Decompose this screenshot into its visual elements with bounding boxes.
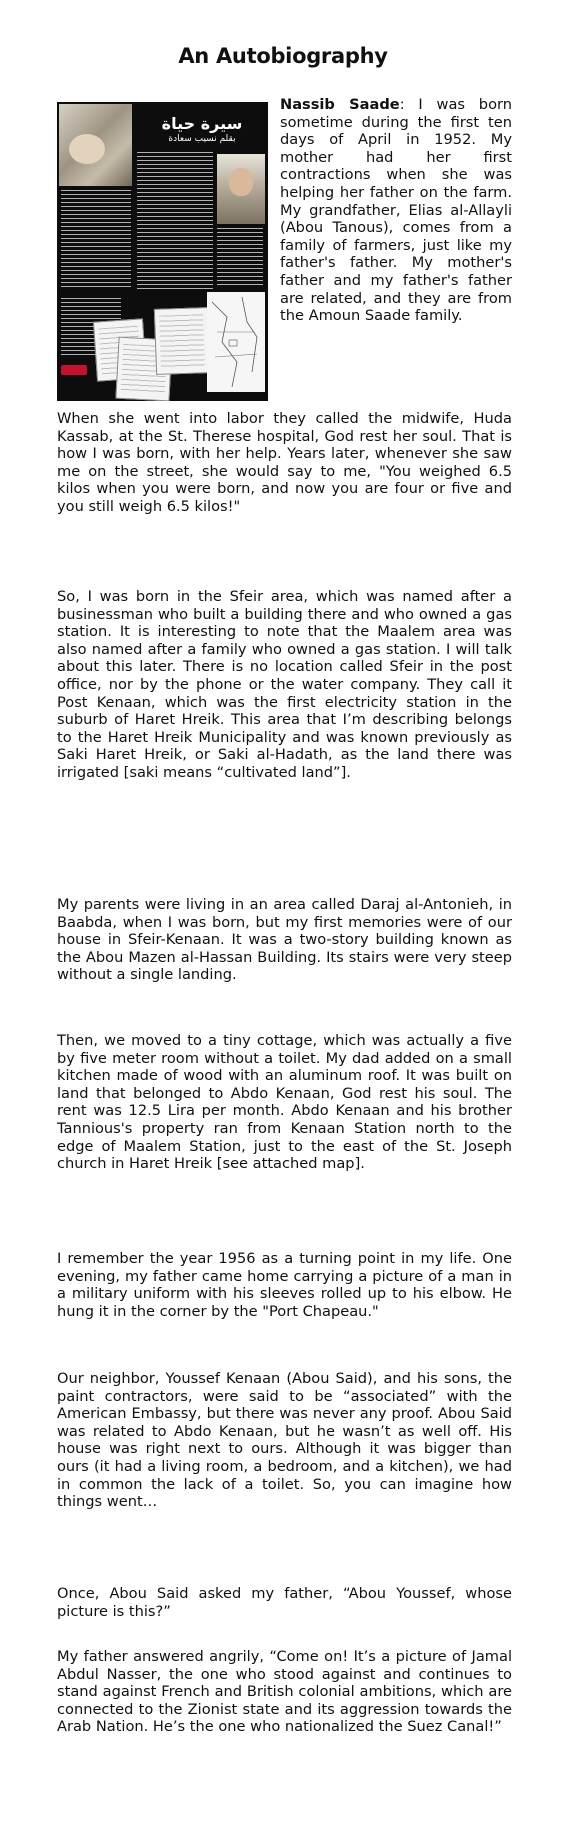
cover-text-column: [217, 228, 263, 288]
paragraph-3: My parents were living in an area called Daraj al-Antonieh, in Baabda, when I was born, but my first memories were of our house in Sfeir-Kenaan. It was a two-story building known as the Abou Mazen al-Hassan Building. Its stairs were very steep without a single landing.: [57, 896, 512, 984]
cover-red-label: [61, 365, 87, 375]
author-name: Nassib Saade: [280, 96, 400, 113]
paragraph-5: I remember the year 1956 as a turning point in my life. One evening, my father came home carrying a picture of a man in a military uniform with his sleeves rolled up to his elbow. He hung it in the corner by the "Port Chapeau.": [57, 1250, 512, 1320]
cover-subtitle: بقلم نسيب سعادة: [168, 134, 236, 144]
document-title: An Autobiography: [178, 44, 388, 68]
hand-drawn-map: [207, 292, 265, 392]
manuscript-page: [154, 307, 210, 375]
author-portrait-photo: [217, 154, 265, 224]
intro-text: : I was born sometime during the first ten days of April in 1952. My mother had her first contractions when she was helping her father on the farm. My grandfather, Elias al-Allayli (Abou Tanous), comes from a family of farmers, just like my father's father. My mother's father and my father's father are related, and they are from the Amoun Saade family.: [280, 96, 512, 325]
paragraph-6: Our neighbor, Youssef Kenaan (Abou Said), and his sons, the paint contractors, were said to be “associated” with the American Embassy, but there was never any proof. Abou Said was related to Abdo Kenaan, but he wasn’t as well off. His house was right next to ours. Although it was bigger than ours (it had a living room, a bedroom, and a kitchen), we had in common the lack of a toilet. So, you can imagine how things went…: [57, 1370, 512, 1511]
cover-text-column: [61, 190, 131, 290]
paragraph-8: My father answered angrily, “Come on! It’s a picture of Jamal Abdul Nasser, the one who stood against and continues to stand against French and British colonial ambitions, which are connected to the Zionist state and its aggression towards the Arab Nation. He’s the one who nationalized the Suez Canal!”: [57, 1648, 512, 1736]
cover-text-column: [137, 152, 213, 292]
paragraph-1: When she went into labor they called the midwife, Huda Kassab, at the St. Therese hospital, God rest her soul. That is how I was born, with her help. Years later, whenever she saw me on the street, she would say to me, "You weighed 6.5 kilos when you were born, and now you are four or five and you still weigh 6.5 kilos!": [57, 410, 512, 515]
paragraph-2: So, I was born in the Sfeir area, which was named after a businessman who built a building there and who owned a gas station. It is interesting to note that the Maalem area was also named after a family who owned a gas station. I will talk about this later. There is no location called Sfeir in the post office, nor by the phone or the water company. They call it Post Kenaan, which was the first electricity station in the suburb of Haret Hreik. This area that I’m describing belongs to the Haret Hreik Municipality and was known previously as Saki Haret Hreik, or Saki al-Hadath, as the land there was irrigated [saki means “cultivated land”].: [57, 588, 512, 781]
paragraph-4: Then, we moved to a tiny cottage, which was actually a five by five meter room without a toilet. My dad added on a small kitchen made of wood with an aluminum roof. It was built on land that belonged to Abdo Kenaan, God rest his soul. The rent was 12.5 Lira per month. Abdo Kenaan and his brother Tannious's property ran from Kenaan Station north to the edge of Maalem Station, just to the east of the St. Joseph church in Haret Hreik [see attached map].: [57, 1032, 512, 1173]
book-cover-image: [57, 102, 268, 401]
author-writing-photo: [59, 104, 132, 186]
intro-paragraph: [280, 96, 512, 325]
cover-title: سيرة حياة: [161, 114, 243, 133]
paragraph-7: Once, Abou Said asked my father, “Abou Youssef, whose picture is this?”: [57, 1585, 512, 1620]
